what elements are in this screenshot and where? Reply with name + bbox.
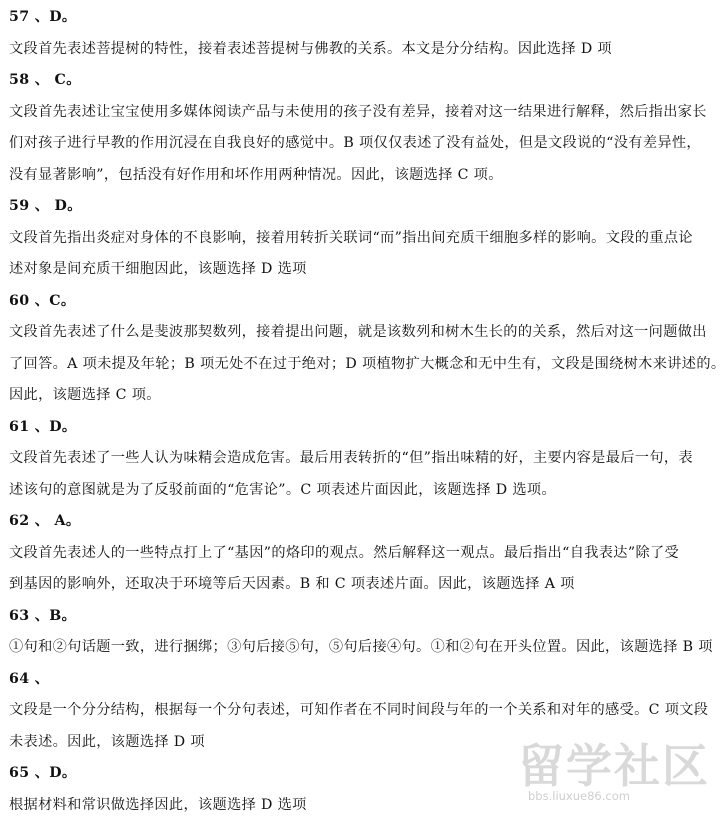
watermark-url: bbs.liuxue86.com <box>528 789 630 803</box>
answer-number-57: 57 、D。 <box>9 2 687 34</box>
explanation-line: 因此，该题选择 C 项。 <box>9 380 687 412</box>
explanation-line: 们对孩子进行早教的作用沉浸在自我良好的感觉中。B 项仅仅表述了没有益处，但是文段说的“没有差异性， <box>9 128 687 160</box>
explanation-line: 述该句的意图就是为了反驳前面的“危害论”。C 项表述片面因此，该题选择 D 选项。 <box>9 475 687 507</box>
answer-number-59: 59 、 D。 <box>9 191 687 223</box>
explanation-line: 到基因的影响外，还取决于环境等后天因素。B 和 C 项表述片面。因此，该题选择 A 项 <box>9 569 687 601</box>
answer-number-63: 63 、B。 <box>9 601 687 633</box>
answer-number-65: 65 、D。 <box>9 758 687 790</box>
answer-number-60: 60 、C。 <box>9 286 687 318</box>
explanation-line: 文段首先表述菩提树的特性，接着表述菩提树与佛教的关系。本文是分分结构。因此选择 D 项 <box>9 34 687 66</box>
document-body <box>9 2 687 821</box>
answer-number-61: 61 、D。 <box>9 412 687 444</box>
explanation-line: 文段首先表述了什么是斐波那契数列，接着提出问题，就是该数列和树木生长的的关系，然后对这一问题做出 <box>9 317 687 349</box>
explanation-line: 了回答。A 项未提及年轮；B 项无处不在过于绝对；D 项植物扩大概念和无中生有，文段是围绕树木来讲述的。 <box>9 349 687 381</box>
explanation-line: ①句和②句话题一致，进行捆绑；③句后接⑤句，⑤句后接④句。①和②句在开头位置。因此，该题选择 B 项 <box>9 632 687 664</box>
explanation-line: 没有显著影响”，包括没有好作用和坏作用两种情况。因此，该题选择 C 项。 <box>9 160 687 192</box>
explanation-line: 根据材料和常识做选择因此，该题选择 D 选项 <box>9 790 687 821</box>
explanation-line: 未表述。因此，该题选择 D 项 <box>9 727 687 759</box>
explanation-line: 文段是一个分分结构，根据每一个分句表述，可知作者在不同时间段与年的一个关系和对年的感受。C 项文段 <box>9 695 687 727</box>
explanation-line: 文段首先表述让宝宝使用多媒体阅读产品与未使用的孩子没有差异，接着对这一结果进行解释，然后指出家长 <box>9 97 687 129</box>
explanation-line: 述对象是间充质干细胞因此，该题选择 D 选项 <box>9 254 687 286</box>
watermark-logo <box>514 736 684 806</box>
answer-number-62: 62 、 A。 <box>9 506 687 538</box>
explanation-line: 文段首先指出炎症对身体的不良影响，接着用转折关联词“而”指出间充质干细胞多样的影响。文段的重点论 <box>9 223 687 255</box>
explanation-line: 文段首先表述人的一些特点打上了“基因”的烙印的观点。然后解释这一观点。最后指出“自我表达”除了受 <box>9 538 687 570</box>
answer-number-64: 64 、 <box>9 664 687 696</box>
explanation-line: 文段首先表述了一些人认为味精会造成危害。最后用表转折的“但”指出味精的好，主要内容是最后一句，表 <box>9 443 687 475</box>
watermark-text: 留学社区 <box>518 739 710 793</box>
answer-number-58: 58 、 C。 <box>9 65 687 97</box>
